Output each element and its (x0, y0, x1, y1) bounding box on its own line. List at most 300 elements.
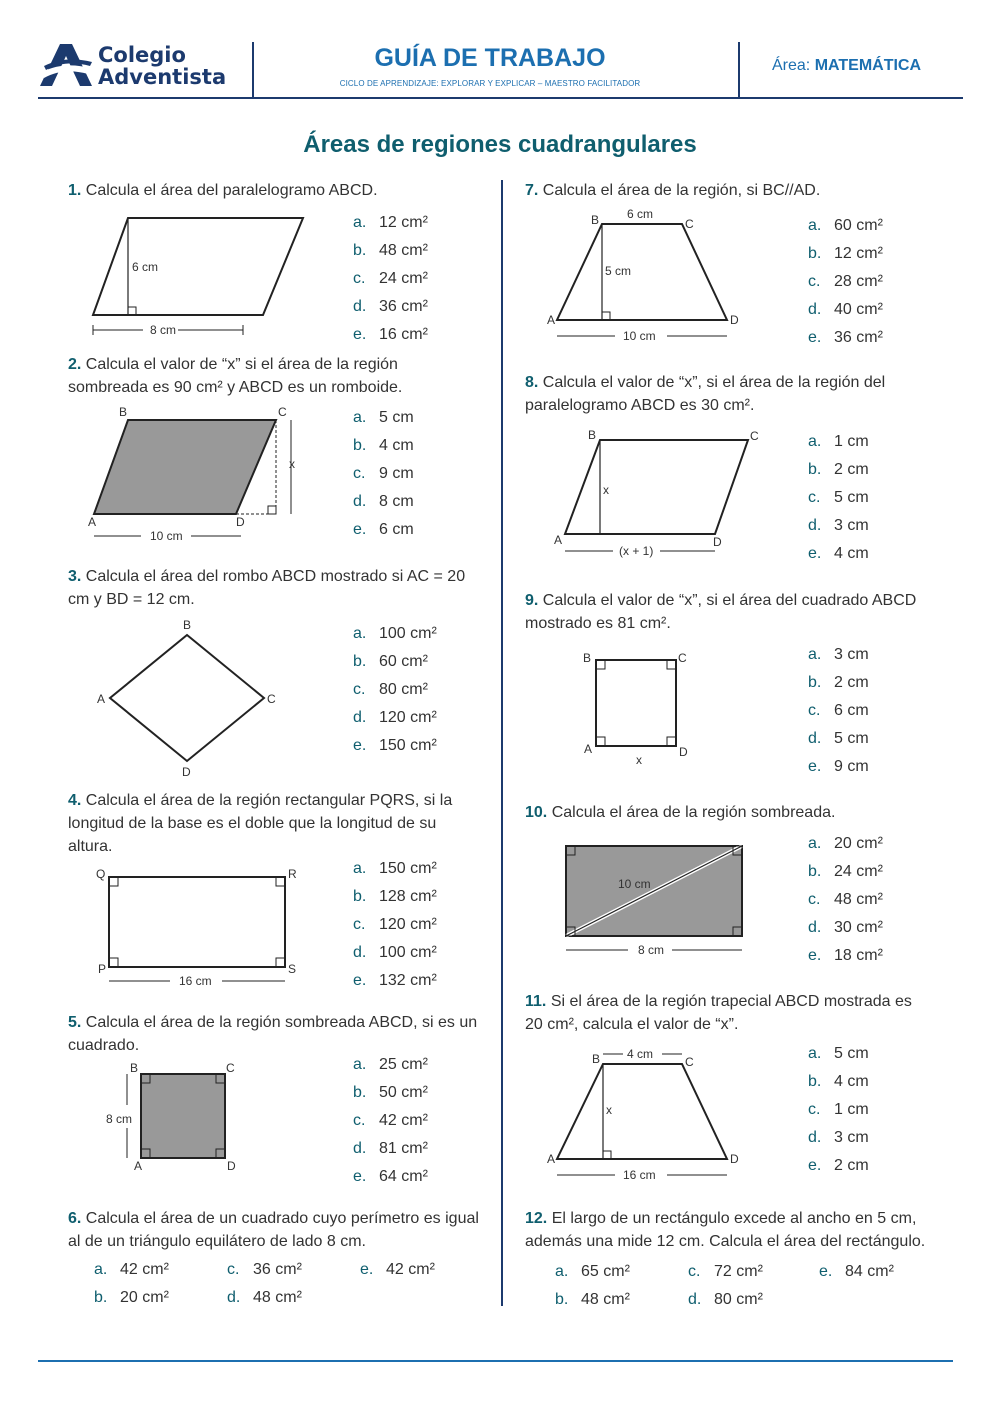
question-9 (525, 589, 925, 635)
x-label: x (636, 753, 642, 767)
option-value: 9 cm (834, 758, 869, 775)
option-value: 24 cm² (834, 863, 883, 880)
option-b[interactable] (353, 883, 437, 911)
option-value: 150 cm² (379, 737, 437, 754)
option-c[interactable] (808, 1096, 869, 1124)
option-letter: c. (688, 1263, 701, 1280)
option-value: 12 cm² (834, 245, 883, 262)
x-label: x (606, 1103, 612, 1117)
base-label: 16 cm (179, 974, 212, 988)
option-value: 120 cm² (379, 709, 437, 726)
vertex-c: C (678, 651, 687, 665)
side-label: 8 cm (106, 1112, 133, 1126)
option-value: 1 cm (834, 433, 869, 450)
question-number: 5. (68, 1014, 82, 1031)
q1-options (353, 209, 428, 349)
option-value: 42 cm² (386, 1261, 435, 1278)
footer-line (38, 1360, 953, 1362)
option-letter: c. (808, 489, 821, 506)
option-d[interactable] (353, 293, 428, 321)
option-value: 128 cm² (379, 888, 437, 905)
option-b[interactable] (353, 648, 437, 676)
option-value: 12 cm² (379, 214, 428, 231)
option-letter: c. (227, 1261, 240, 1278)
option-a[interactable] (353, 404, 414, 432)
school-name (98, 44, 226, 88)
option-letter: c. (808, 702, 821, 719)
option-letter: e. (353, 972, 367, 989)
option-value: 36 cm² (253, 1261, 302, 1278)
option-value: 42 cm² (379, 1112, 428, 1129)
option-letter: d. (353, 709, 367, 726)
option-letter: b. (808, 863, 822, 880)
option-value: 64 cm² (379, 1168, 428, 1185)
option-e[interactable] (353, 516, 414, 544)
vertex-d: D (679, 745, 688, 759)
question-4 (68, 789, 482, 858)
q11-options (808, 1040, 869, 1180)
option-letter: b. (808, 1073, 822, 1090)
option-letter: c. (808, 273, 821, 290)
rectangle-pqrs-figure (92, 862, 312, 992)
option-letter: e. (808, 1157, 822, 1174)
rhombus-figure (92, 615, 292, 780)
option-c[interactable] (688, 1258, 819, 1286)
option-b[interactable] (353, 432, 414, 460)
option-value: 72 cm² (714, 1263, 763, 1280)
area-label (772, 57, 921, 75)
question-text: Calcula el área de la región, si BC//AD. (542, 182, 821, 199)
option-value: 40 cm² (834, 301, 883, 318)
option-value: 18 cm² (834, 947, 883, 964)
height-label: 5 cm (605, 264, 632, 278)
question-number: 4. (68, 792, 82, 809)
question-text: Calcula el valor de “x” si el área de la región sombreada es 90 cm² y ABCD es un romboide. (68, 356, 403, 396)
q10-options (808, 830, 883, 970)
option-e[interactable] (353, 321, 428, 349)
vertex-s: S (288, 962, 297, 976)
option-value: 5 cm (834, 730, 869, 747)
base-label: 16 cm (623, 1168, 656, 1182)
option-letter: d. (353, 1140, 367, 1157)
option-value: 36 cm² (379, 298, 428, 315)
question-number: 9. (525, 592, 539, 609)
question-number: 3. (68, 568, 82, 585)
option-letter: b. (94, 1289, 108, 1306)
option-b[interactable] (808, 240, 883, 268)
vertex-q: Q (96, 867, 106, 881)
option-a[interactable] (808, 212, 883, 240)
option-c[interactable] (353, 460, 414, 488)
school-name-line1: Colegio (98, 43, 186, 67)
option-value: 60 cm² (834, 217, 883, 234)
question-text: Calcula el área del paralelogramo ABCD. (85, 182, 378, 199)
option-value: 65 cm² (581, 1263, 630, 1280)
option-value: 48 cm² (834, 891, 883, 908)
option-value: 48 cm² (379, 242, 428, 259)
option-value: 5 cm (379, 409, 414, 426)
option-a[interactable] (353, 855, 437, 883)
option-letter: d. (808, 919, 822, 936)
option-letter: e. (808, 545, 822, 562)
question-10 (525, 801, 925, 824)
question-number: 1. (68, 182, 82, 199)
vertex-a: A (547, 1152, 556, 1166)
top-label: 6 cm (627, 207, 654, 221)
vertex-d: D (713, 535, 722, 549)
base-label: 8 cm (638, 943, 665, 957)
option-a[interactable] (353, 1051, 428, 1079)
option-letter: a. (353, 409, 367, 426)
vertex-p: P (98, 962, 107, 976)
question-number: 12. (525, 1210, 548, 1227)
option-letter: b. (555, 1291, 569, 1308)
option-d[interactable] (353, 1135, 428, 1163)
question-3 (68, 565, 482, 611)
option-letter: d. (227, 1289, 241, 1306)
vertex-c: C (750, 429, 759, 443)
question-text: Calcula el área de la región rectangular PQRS, si la longitud de la base es el doble que la longitud de su altura. (68, 792, 453, 855)
vertex-a: A (97, 692, 106, 706)
q2-options (353, 404, 414, 544)
question-text: Calcula el área de un cuadrado cuyo perímetro es igual al de un triángulo equilátero de lado 8 cm. (68, 1210, 479, 1250)
option-a[interactable] (808, 1040, 869, 1068)
option-b[interactable] (808, 858, 883, 886)
option-value: 80 cm² (379, 681, 428, 698)
q6-options (94, 1256, 494, 1312)
question-12 (525, 1207, 940, 1253)
vertex-d: D (236, 515, 245, 529)
base-label: 10 cm (623, 329, 656, 343)
shaded-rectangle-figure (560, 840, 750, 962)
question-11 (525, 990, 915, 1036)
option-value: 5 cm (834, 489, 869, 506)
option-letter: d. (808, 301, 822, 318)
option-e[interactable] (360, 1256, 480, 1284)
trapezoid-figure (545, 204, 755, 344)
option-letter: c. (353, 1112, 366, 1129)
option-e[interactable] (808, 1152, 869, 1180)
question-text: El largo de un rectángulo excede al ancho en 5 cm, además una mide 12 cm. Calcula el área del rectángulo. (525, 1210, 926, 1250)
option-value: 48 cm² (581, 1291, 630, 1308)
vertex-a: A (547, 313, 556, 327)
question-8 (525, 371, 940, 417)
option-letter: d. (808, 1129, 822, 1146)
parallelogram-figure (88, 212, 318, 342)
option-value: 9 cm (379, 465, 414, 482)
option-d[interactable] (808, 725, 869, 753)
vertex-a: A (584, 742, 593, 756)
option-value: 1 cm (834, 1101, 869, 1118)
option-b[interactable] (555, 1286, 688, 1314)
option-value: 4 cm (834, 1073, 869, 1090)
question-number: 6. (68, 1210, 82, 1227)
q12-options-row2 (555, 1286, 955, 1314)
q9-options (808, 641, 869, 781)
vertex-d: D (182, 765, 191, 779)
option-d[interactable] (353, 488, 414, 516)
option-c[interactable] (227, 1256, 360, 1284)
option-e[interactable] (353, 732, 437, 760)
page-title: Áreas de regiones cuadrangulares (303, 131, 697, 158)
vertex-b: B (119, 405, 128, 419)
option-value: 4 cm (834, 545, 869, 562)
option-value: 2 cm (834, 1157, 869, 1174)
option-c[interactable] (808, 484, 869, 512)
guide-title: GUÍA DE TRABAJO (374, 44, 606, 72)
option-e[interactable] (819, 1258, 929, 1286)
question-text: Calcula el valor de “x”, si el área del cuadrado ABCD mostrado es 81 cm². (525, 592, 917, 632)
option-b[interactable] (808, 456, 869, 484)
option-value: 6 cm (834, 702, 869, 719)
vertex-b: B (583, 651, 592, 665)
vertex-c: C (685, 1055, 694, 1069)
option-value: 3 cm (834, 517, 869, 534)
option-value: 20 cm² (834, 835, 883, 852)
header-divider-left (252, 42, 254, 98)
option-letter: c. (353, 681, 366, 698)
option-b[interactable] (353, 1079, 428, 1107)
option-e[interactable] (353, 1163, 428, 1191)
guide-subtitle: CICLO DE APRENDIZAJE: EXPLORAR Y EXPLICAR – MAESTRO FACILITADOR (339, 79, 641, 88)
option-d[interactable] (353, 704, 437, 732)
vertex-c: C (226, 1061, 235, 1075)
option-letter: e. (360, 1261, 374, 1278)
shaded-square-figure (104, 1060, 254, 1175)
option-letter: b. (808, 245, 822, 262)
option-letter: a. (808, 835, 822, 852)
option-letter: e. (808, 758, 822, 775)
option-letter: d. (808, 517, 822, 534)
option-letter: d. (353, 493, 367, 510)
option-letter: a. (353, 214, 367, 231)
vertex-d: D (227, 1159, 236, 1173)
option-value: 5 cm (834, 1045, 869, 1062)
option-letter: b. (353, 1084, 367, 1101)
base-label: (x + 1) (619, 544, 654, 558)
option-c[interactable] (353, 1107, 428, 1135)
vertex-r: R (288, 867, 297, 881)
romboid-figure (86, 404, 316, 546)
vertex-b: B (592, 1052, 601, 1066)
base-label: 10 cm (150, 529, 183, 543)
option-letter: c. (808, 1101, 821, 1118)
question-number: 2. (68, 356, 82, 373)
option-letter: a. (353, 625, 367, 642)
q8-options (808, 428, 869, 568)
question-number: 11. (525, 993, 547, 1010)
option-d[interactable] (353, 939, 437, 967)
option-value: 2 cm (834, 674, 869, 691)
x-label: x (603, 483, 609, 497)
trapezoid-x-figure (545, 1044, 755, 1190)
option-c[interactable] (353, 676, 437, 704)
option-letter: a. (808, 1045, 822, 1062)
option-d[interactable] (808, 914, 883, 942)
option-d[interactable] (808, 1124, 869, 1152)
school-name-line2: Adventista (98, 65, 227, 89)
vertex-b: B (183, 618, 192, 632)
option-letter: a. (808, 433, 822, 450)
vertex-c: C (278, 405, 287, 419)
question-1 (68, 179, 478, 202)
option-letter: b. (353, 437, 367, 454)
option-letter: d. (808, 730, 822, 747)
option-letter: a. (353, 860, 367, 877)
option-value: 2 cm (834, 461, 869, 478)
option-value: 24 cm² (379, 270, 428, 287)
option-e[interactable] (808, 324, 883, 352)
q6-options-row1 (94, 1256, 494, 1284)
area-label-text: Área: (772, 57, 815, 74)
option-value: 81 cm² (379, 1140, 428, 1157)
question-number: 7. (525, 182, 539, 199)
question-text: Calcula el área del rombo ABCD mostrado si AC = 20 cm y BD = 12 cm. (68, 568, 466, 608)
option-value: 100 cm² (379, 944, 437, 961)
option-value: 25 cm² (379, 1056, 428, 1073)
x-label: x (289, 457, 295, 471)
area-value: MATEMÁTICA (814, 57, 922, 74)
school-logo-icon (38, 42, 94, 88)
option-letter: a. (353, 1056, 367, 1073)
question-text: Calcula el área de la región sombreada. (551, 804, 836, 821)
option-d[interactable] (808, 296, 883, 324)
option-value: 80 cm² (714, 1291, 763, 1308)
option-b[interactable] (808, 1068, 869, 1096)
option-letter: a. (555, 1263, 569, 1280)
option-a[interactable] (808, 428, 869, 456)
option-b[interactable] (353, 237, 428, 265)
vertex-d: D (730, 1152, 739, 1166)
vertex-b: B (591, 213, 600, 227)
option-c[interactable] (808, 886, 883, 914)
option-value: 120 cm² (379, 916, 437, 933)
base-label: 8 cm (150, 323, 177, 337)
option-d[interactable] (688, 1286, 819, 1314)
vertex-c: C (685, 217, 694, 231)
q4-options (353, 855, 437, 995)
option-letter: e. (353, 1168, 367, 1185)
option-a[interactable] (555, 1258, 688, 1286)
vertex-a: A (554, 533, 563, 547)
question-number: 10. (525, 804, 548, 821)
option-value: 42 cm² (120, 1261, 169, 1278)
vertex-c: C (267, 692, 276, 706)
column-divider (501, 180, 503, 1306)
option-d[interactable] (808, 512, 869, 540)
option-letter: e. (808, 329, 822, 346)
option-letter: b. (353, 653, 367, 670)
question-text: Calcula el valor de “x”, si el área de la región del paralelogramo ABCD es 30 cm². (525, 374, 886, 414)
height-label: 6 cm (132, 260, 159, 274)
option-value: 36 cm² (834, 329, 883, 346)
option-letter: d. (353, 944, 367, 961)
option-c[interactable] (353, 265, 428, 293)
option-value: 6 cm (379, 521, 414, 538)
option-b[interactable] (808, 669, 869, 697)
option-value: 30 cm² (834, 919, 883, 936)
header-divider-right (738, 42, 740, 98)
option-letter: a. (94, 1261, 108, 1278)
option-letter: c. (353, 465, 366, 482)
option-letter: a. (808, 646, 822, 663)
header-underline (38, 97, 963, 99)
option-value: 3 cm (834, 646, 869, 663)
option-c[interactable] (808, 268, 883, 296)
option-value: 16 cm² (379, 326, 428, 343)
option-a[interactable] (808, 830, 883, 858)
vertex-a: A (134, 1159, 143, 1173)
option-letter: c. (808, 891, 821, 908)
option-a[interactable] (808, 641, 869, 669)
option-c[interactable] (353, 911, 437, 939)
parallelogram-x-figure (548, 424, 768, 564)
diagonal-label: 10 cm (618, 877, 651, 891)
option-e[interactable] (808, 753, 869, 781)
question-text: Si el área de la región trapecial ABCD mostrada es 20 cm², calcula el valor de “x”. (525, 993, 912, 1033)
q6-options-row2 (94, 1284, 494, 1312)
option-b[interactable] (94, 1284, 227, 1312)
option-letter: d. (353, 298, 367, 315)
question-6 (68, 1207, 482, 1253)
square-x-figure (578, 646, 708, 770)
option-value: 100 cm² (379, 625, 437, 642)
option-value: 28 cm² (834, 273, 883, 290)
option-letter: c. (353, 270, 366, 287)
option-letter: e. (353, 521, 367, 538)
q5-options (353, 1051, 428, 1191)
option-letter: d. (688, 1291, 702, 1308)
option-d[interactable] (227, 1284, 360, 1312)
question-2 (68, 353, 480, 399)
option-value: 4 cm (379, 437, 414, 454)
option-value: 84 cm² (845, 1263, 894, 1280)
question-7 (525, 179, 915, 202)
option-a[interactable] (353, 209, 428, 237)
q7-options (808, 212, 883, 352)
option-a[interactable] (353, 620, 437, 648)
option-value: 50 cm² (379, 1084, 428, 1101)
vertex-b: B (588, 428, 597, 442)
option-c[interactable] (808, 697, 869, 725)
option-letter: b. (808, 674, 822, 691)
option-a[interactable] (94, 1256, 227, 1284)
option-letter: a. (808, 217, 822, 234)
option-letter: e. (353, 326, 367, 343)
question-number: 8. (525, 374, 539, 391)
option-value: 132 cm² (379, 972, 437, 989)
option-e[interactable] (808, 540, 869, 568)
top-label: 4 cm (627, 1047, 654, 1061)
option-value: 48 cm² (253, 1289, 302, 1306)
option-letter: b. (353, 888, 367, 905)
option-e[interactable] (808, 942, 883, 970)
question-text: Calcula el área de la región sombreada ABCD, si es un cuadrado. (68, 1014, 478, 1054)
option-value: 60 cm² (379, 653, 428, 670)
vertex-b: B (130, 1061, 139, 1075)
option-e[interactable] (353, 967, 437, 995)
option-value: 150 cm² (379, 860, 437, 877)
option-letter: e. (819, 1263, 833, 1280)
option-value: 20 cm² (120, 1289, 169, 1306)
vertex-a: A (88, 515, 97, 529)
option-letter: c. (353, 916, 366, 933)
option-value: 8 cm (379, 493, 414, 510)
q12-options-row1 (555, 1258, 955, 1286)
option-letter: e. (808, 947, 822, 964)
option-value: 3 cm (834, 1129, 869, 1146)
option-letter: e. (353, 737, 367, 754)
